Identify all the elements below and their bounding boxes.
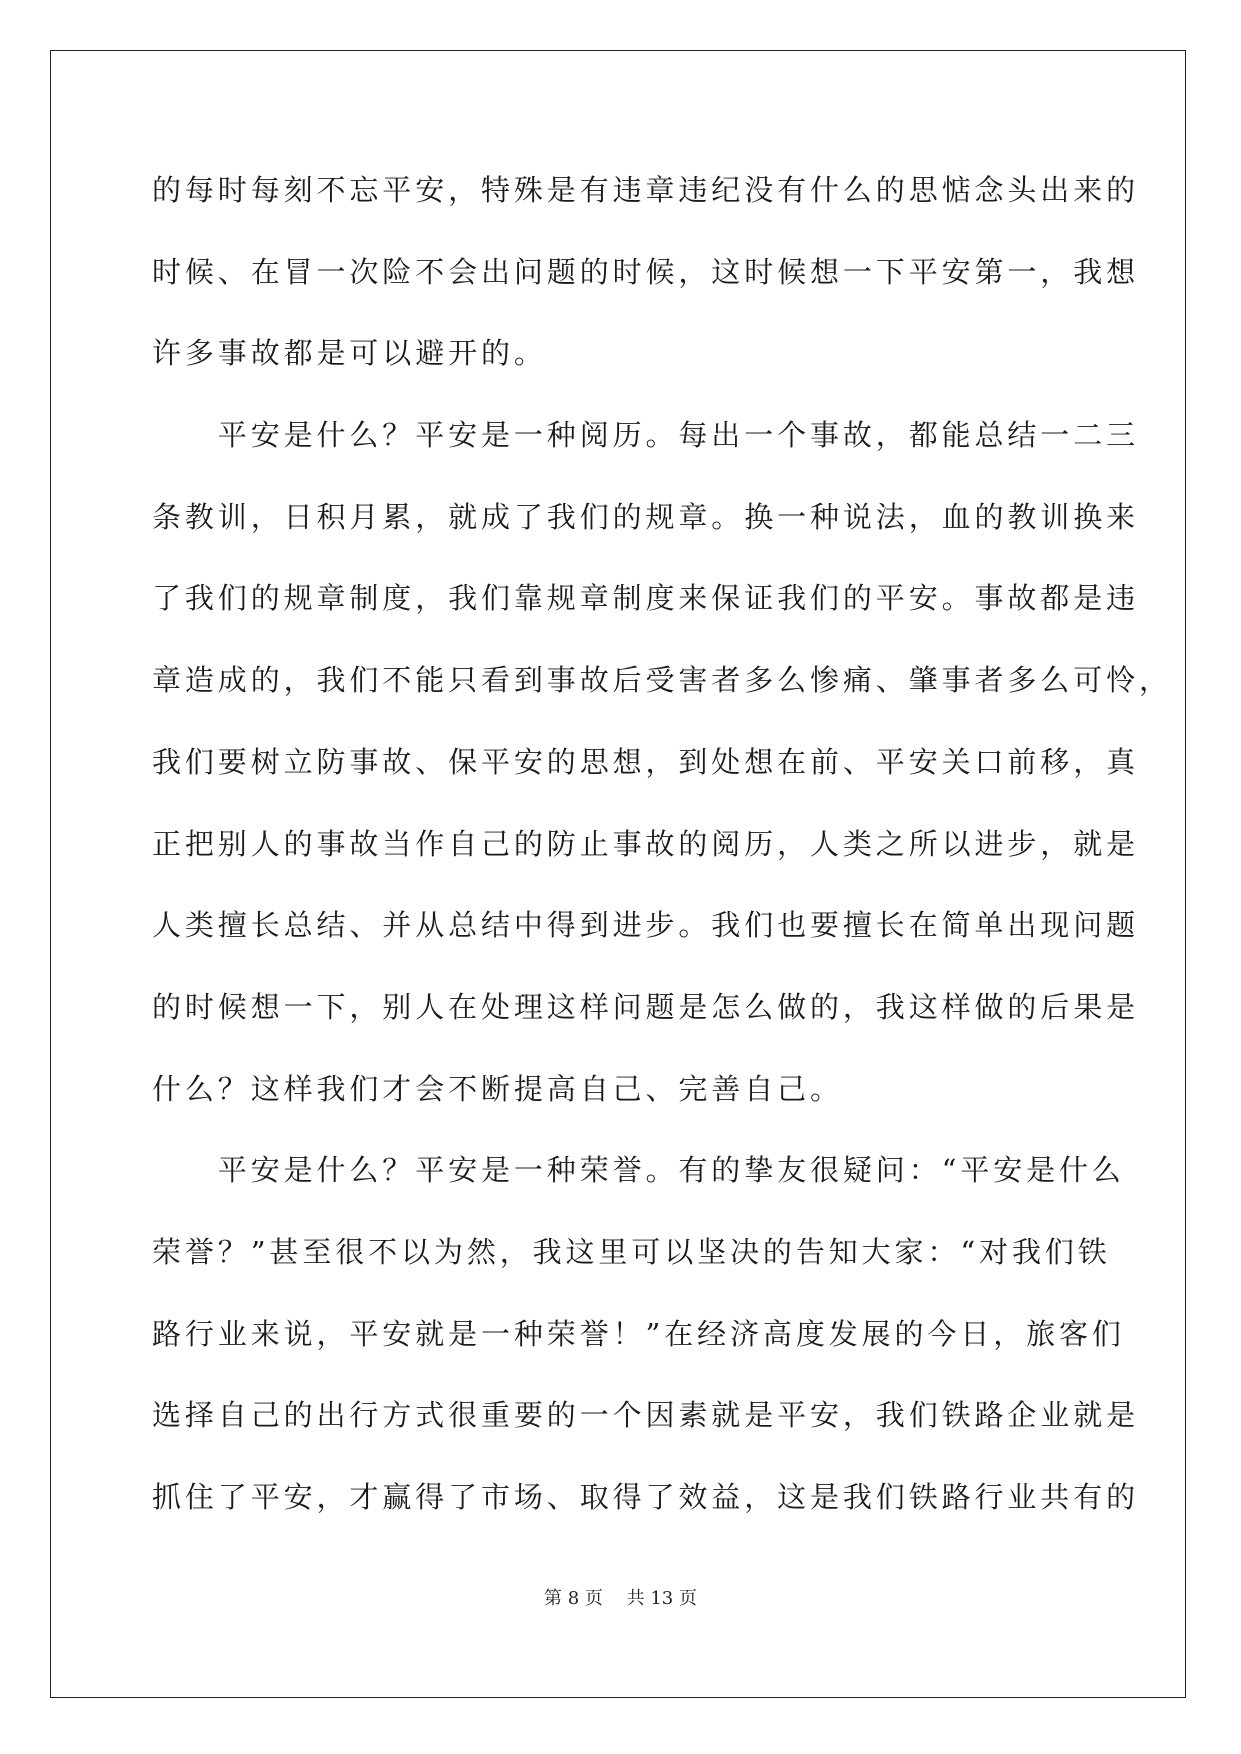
page-number-footer: 第 8 页 共 13 页 [544,1588,697,1609]
text-line: 人类擅长总结、并从总结中得到进步。我们也要擅长在简单出现问题 [152,908,1140,943]
text-line: 什么？这样我们才会不断提高自己、完善自己。 [152,1071,843,1106]
body-text [152,150,1172,1539]
text-line: 的每时每刻不忘平安，特殊是有违章违纪没有什么的思惦念头出来的 [152,173,1140,207]
text-line: 路行业来说，平安就是一种荣誉！”在经济高度发展的今日，旅客们 [152,1316,1125,1351]
text-line: 时候、在冒一次险不会出问题的时候，这时候想一下平安第一，我想 [152,254,1140,289]
text-line: 了我们的规章制度，我们靠规章制度来保证我们的平安。事故都是违 [152,581,1140,616]
text-line: 条教训，日积月累，就成了我们的规章。换一种说法，血的教训换来 [152,499,1140,534]
text-line: 抓住了平安，才赢得了市场、取得了效益，这是我们铁路行业共有的 [152,1480,1140,1514]
text-line: 许多事故都是可以避开的。 [152,336,547,371]
text-line: 我们要树立防事故、保平安的思想，到处想在前、平安关口前移，真 [152,744,1140,779]
text-line: 平安是什么？平安是一种荣誉。有的挚友很疑问：“平安是什么 [152,1153,1125,1188]
text-line: 的时候想一下，别人在处理这样问题是怎么做的，我这样做的后果是 [152,989,1140,1024]
text-line: 选择自己的出行方式很重要的一个因素就是平安，我们铁路企业就是 [152,1398,1140,1433]
text-line: 章造成的，我们不能只看到事故后受害者多么惨痛、肇事者多么可怜， [152,663,1172,698]
text-line: 平安是什么？平安是一种阅历。每出一个事故，都能总结一二三 [152,418,1140,453]
text-line: 正把别人的事故当作自己的防止事故的阅历，人类之所以进步，就是 [152,826,1140,861]
text-line: 荣誉？”甚至很不以为然，我这里可以坚决的告知大家：“对我们铁 [152,1234,1111,1269]
